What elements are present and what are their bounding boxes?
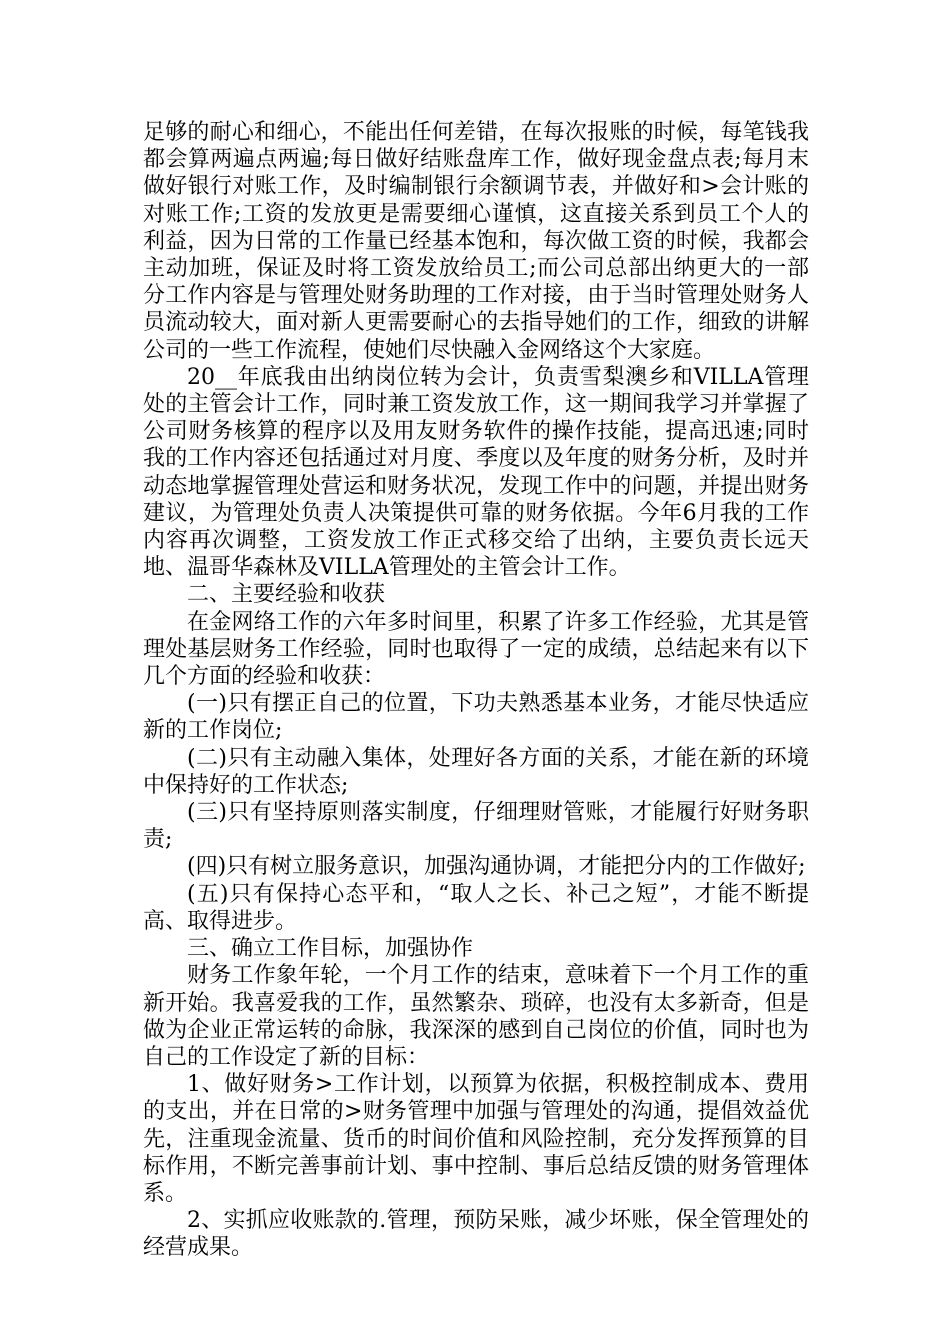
body-paragraph-1: 足够的耐心和细心，不能出任何差错，在每次报账的时候，每笔钱我都会算两遍点两遍;每日做好结账盘库工作，做好现金盘点表;每月末做好银行对账工作，及时编制银行余额调节表，并做好和>会计账的对账工作;工资的发放更是需要细心谨慎，这直接关系到员工个人的利益，因为日常的工作量已经基本饱和，每次做工资的时候，我都会主动加班，保证及时将工资发放给员工;而公司总部出纳更大的一部分工作内容是与管理处财务助理的工作对接，由于当时管理处财务人员流动较大，面对新人更需要耐心的去指导她们的工作，细致的讲解公司的一些工作流程，使她们尽快融入金网络这个大家庭。 [143,120,809,363]
goal-item-2: 2、实抓应收账款的.管理，预防呆账，减少坏账，保全管理处的经营成果。 [143,1208,809,1261]
list-item-5: (五)只有保持心态平和，“取人之长、补己之短”，才能不断提高、取得进步。 [143,881,809,934]
section-heading-3: 三、确立工作目标，加强协作 [187,936,474,962]
body-paragraph-4: 财务工作象年轮，一个月工作的结束，意味着下一个月工作的重新开始。我喜爱我的工作，虽然繁杂、琐碎，也没有太多新奇，但是做为企业正常运转的命脉，我深深的感到自己岗位的价值，同时也为自己的工作设定了新的目标： [143,963,809,1070]
list-item-3: (三)只有坚持原则落实制度，仔细理财管账，才能履行好财务职责; [143,800,809,853]
list-item-2: (二)只有主动融入集体，处理好各方面的关系，才能在新的环境中保持好的工作状态; [143,745,809,798]
goal-item-1: 1、做好财务>工作计划，以预算为依据，积极控制成本、费用的支出，并在日常的>财务管理中加强与管理处的沟通，提倡效益优先，注重现金流量、货币的时间价值和风险控制，充分发挥预算的目标作用，不断完善事前计划、事中控制、事后总结反馈的财务管理体系。 [143,1072,809,1206]
body-paragraph-2: 20__年底我由出纳岗位转为会计，负责雪梨澳乡和VILLA管理处的主管会计工作，同时兼工资发放工作，这一期间我学习并掌握了公司财务核算的程序以及用友财务软件的操作技能，提高迅速;同时我的工作内容还包括通过对月度、季度以及年度的财务分析，及时并动态地掌握管理处营运和财务状况，发现工作中的问题，并提出财务建议，为管理处负责人决策提供可靠的财务依据。今年6月我的工作内容再次调整，工资发放工作正式移交给了出纳，主要负责长远天地、温哥华森林及VILLA管理处的主管会计工作。 [143,364,809,581]
document-page [143,119,809,1262]
list-item-1: (一)只有摆正自己的位置，下功夫熟悉基本业务，才能尽快适应新的工作岗位; [143,691,809,744]
body-paragraph-3: 在金网络工作的六年多时间里，积累了许多工作经验，尤其是管理处基层财务工作经验，同时也取得了一定的成绩，总结起来有以下几个方面的经验和收获： [143,609,809,690]
section-heading-2: 二、主要经验和收获 [187,582,386,608]
list-item-4: (四)只有树立服务意识，加强沟通协调，才能把分内的工作做好; [187,854,806,880]
